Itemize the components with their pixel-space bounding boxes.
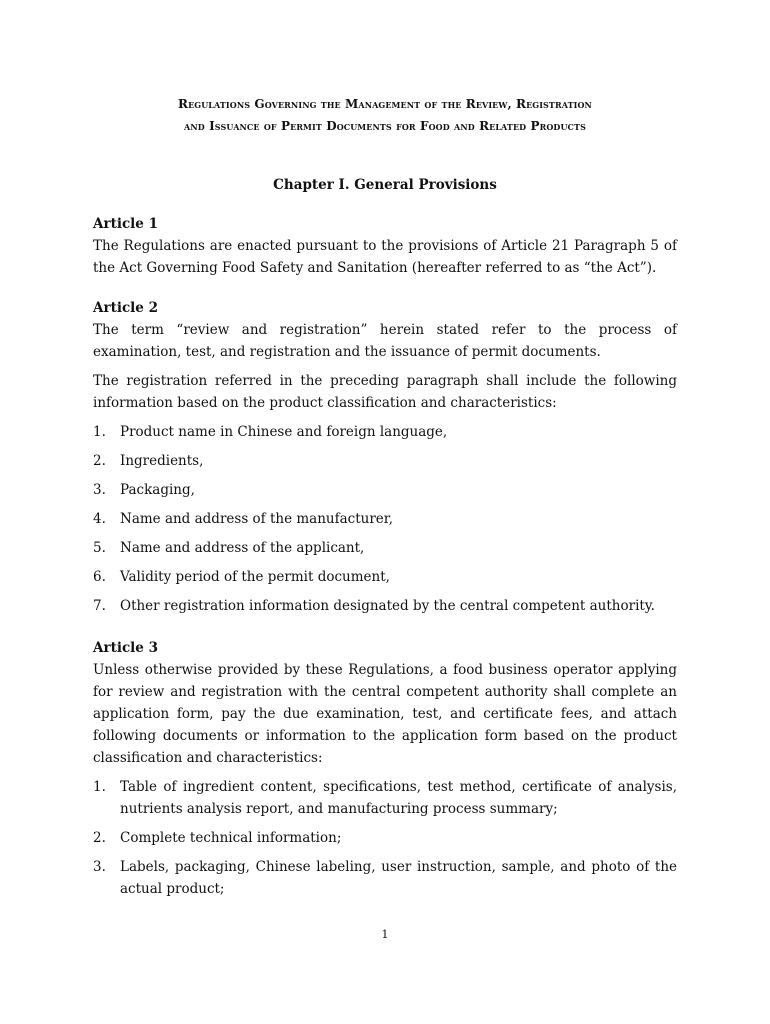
list-item [93, 856, 677, 900]
page-number: 1 [381, 928, 389, 941]
article-2 [93, 297, 677, 617]
title-line-1: Regulations Governing the Management of the Review, Registration [178, 97, 592, 111]
list-item [93, 508, 677, 530]
list-item [93, 776, 677, 820]
title-line-2: and Issuance of Permit Documents for Food and Related Products [184, 119, 586, 133]
ordered-list [93, 776, 677, 900]
article-heading: Article 2 [93, 300, 158, 316]
list-item-number: 6. [93, 569, 106, 585]
ordered-list [93, 421, 677, 617]
list-item-text: Complete technical information; [120, 830, 342, 846]
list-item [93, 595, 677, 617]
list-item [93, 827, 677, 849]
list-item-number: 7. [93, 598, 106, 614]
list-item [93, 479, 677, 501]
chapter-heading: Chapter I. General Provisions [273, 177, 497, 193]
article-1 [93, 213, 677, 279]
list-item-number: 4. [93, 511, 106, 527]
list-item [93, 537, 677, 559]
list-item-number: 3. [93, 482, 106, 498]
list-item-text: Validity period of the permit document, [120, 569, 390, 585]
article-paragraph: Unless otherwise provided by these Regulations, a food business operator applying for review and registration with the central competent authority shall complete an application form, pay the due examination, test, and certificate fees, and attach following documents or information to the application form based on the product classification and characteristics: [93, 662, 677, 766]
list-item-number: 1. [93, 779, 106, 795]
list-item-number: 1. [93, 424, 106, 440]
list-item-text: Other registration information designated by the central competent authority. [120, 598, 655, 614]
list-item-text: Ingredients, [120, 453, 204, 469]
article-paragraph: The Regulations are enacted pursuant to the provisions of Article 21 Paragraph 5 of the Act Governing Food Safety and Sanitation (hereafter referred to as “the Act”). [93, 238, 677, 276]
article-heading: Article 1 [93, 216, 158, 232]
article-paragraph: The term “review and registration” herein stated refer to the process of examination, test, and registration and the issuance of permit documents. [93, 322, 677, 360]
list-item-text: Table of ingredient content, specifications, test method, certificate of analysis, nutrients analysis report, and manufacturing process summary; [120, 779, 677, 817]
list-item-text: Packaging, [120, 482, 195, 498]
list-item-number: 2. [93, 453, 106, 469]
list-item [93, 566, 677, 588]
list-item-text: Labels, packaging, Chinese labeling, user instruction, sample, and photo of the actual product; [120, 859, 677, 897]
list-item-text: Name and address of the applicant, [120, 540, 365, 556]
list-item-number: 5. [93, 540, 106, 556]
list-item-text: Name and address of the manufacturer, [120, 511, 394, 527]
list-item-text: Product name in Chinese and foreign language, [120, 424, 448, 440]
list-item [93, 421, 677, 443]
article-3 [93, 637, 677, 900]
article-heading: Article 3 [93, 640, 158, 656]
document-title [60, 93, 710, 137]
article-paragraph: The registration referred in the preceding paragraph shall include the following information based on the product classification and characteristics: [93, 373, 677, 411]
list-item-number: 2. [93, 830, 106, 846]
list-item-number: 3. [93, 859, 106, 875]
list-item [93, 450, 677, 472]
